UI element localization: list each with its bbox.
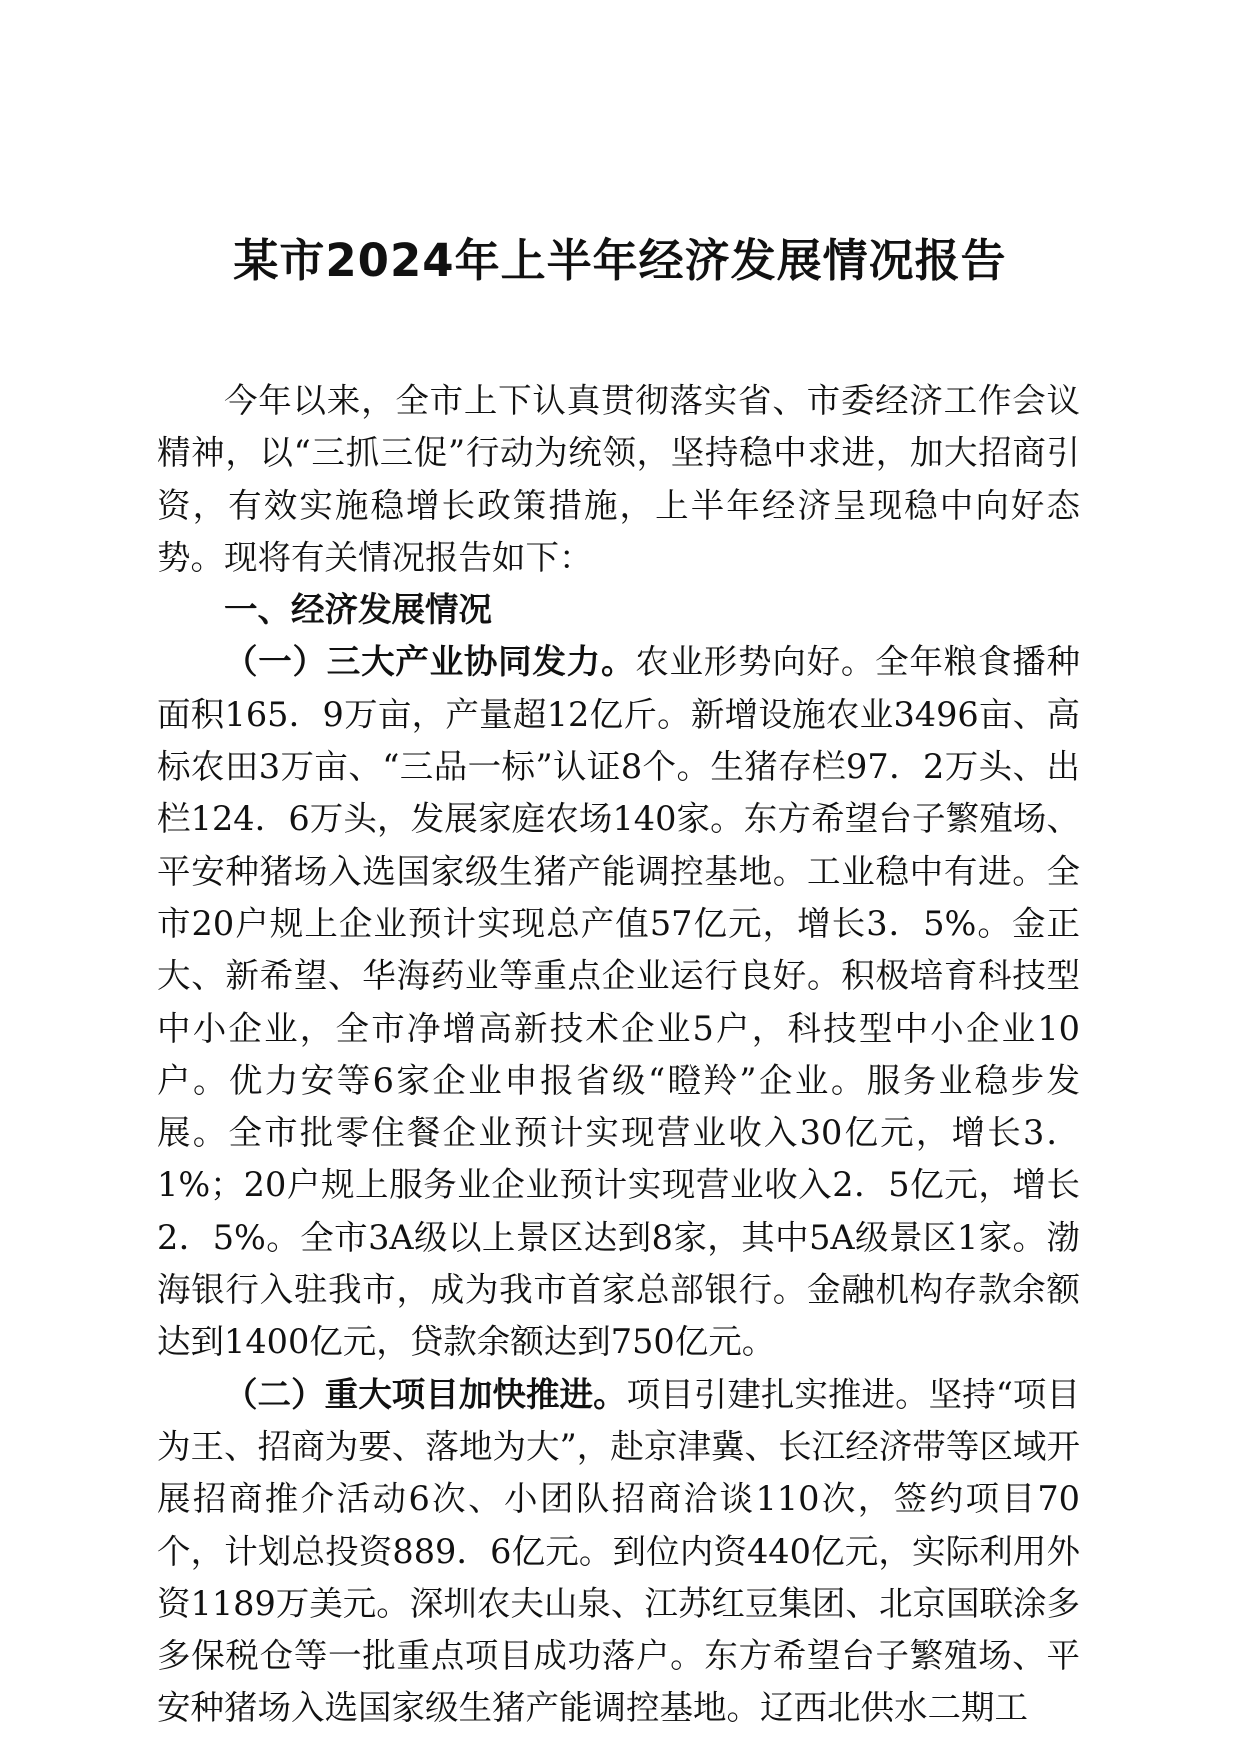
paragraph-industries [157,636,1080,1368]
subsection-heading: （一）三大产业协同发力。 [224,642,636,682]
document-body [157,375,1080,1735]
intro-paragraph: 今年以来，全市上下认真贯彻落实省、市委经济工作会议精神，以“三抓三促”行动为统领，坚持稳中求进，加大招商引资，有效实施稳增长政策措施，上半年经济呈现稳中向好态势。现将有关情况报告如下： [157,381,1080,577]
document-title: 某市2024年上半年经济发展情况报告 [233,234,1007,287]
section-heading: 一、经济发展情况 [224,590,492,630]
subsection-heading: （二）重大项目加快推进。 [224,1374,627,1414]
paragraph-text: 项目引建扎实推进。坚持“项目为王、招商为要、落地为大”，赴京津冀、长江经济带等区域开展招商推介活动6次、小团队招商洽谈110次，签约项目70个，计划总投资889．6亿元。到位内资440亿元，实际利用外资1189万美元。深圳农夫山泉、江苏红豆集团、北京国联涂多多保税仓等一批重点项目成功落户。东方希望台子繁殖场、平安种猪场入选国家级生猪产能调控基地。辽西北供水二期工 [157,1374,1080,1728]
paragraph-projects [157,1369,1080,1735]
paragraph-text: 农业形势向好。全年粮食播种面积165．9万亩，产量超12亿斤。新增设施农业3496亩、高标农田3万亩、“三品一标”认证8个。生猪存栏97．2万头、出栏124．6万头，发展家庭农场140家。东方希望台子繁殖场、平安种猪场入选国家级生猪产能调控基地。工业稳中有进。全市20户规上企业预计实现总产值57亿元，增长3．5%。金正大、新希望、华海药业等重点企业运行良好。积极培育科技型中小企业，全市净增高新技术企业5户，科技型中小企业10户。优力安等6家企业申报省级“瞪羚”企业。服务业稳步发展。全市批零住餐企业预计实现营业收入30亿元，增长3．1%；20户规上服务业企业预计实现营业收入2．5亿元，增长2．5%。全市3A级以上景区达到8家，其中5A级景区1家。渤海银行入驻我市，成为我市首家总部银行。金融机构存款余额达到1400亿元，贷款余额达到750亿元。 [157,642,1080,1362]
